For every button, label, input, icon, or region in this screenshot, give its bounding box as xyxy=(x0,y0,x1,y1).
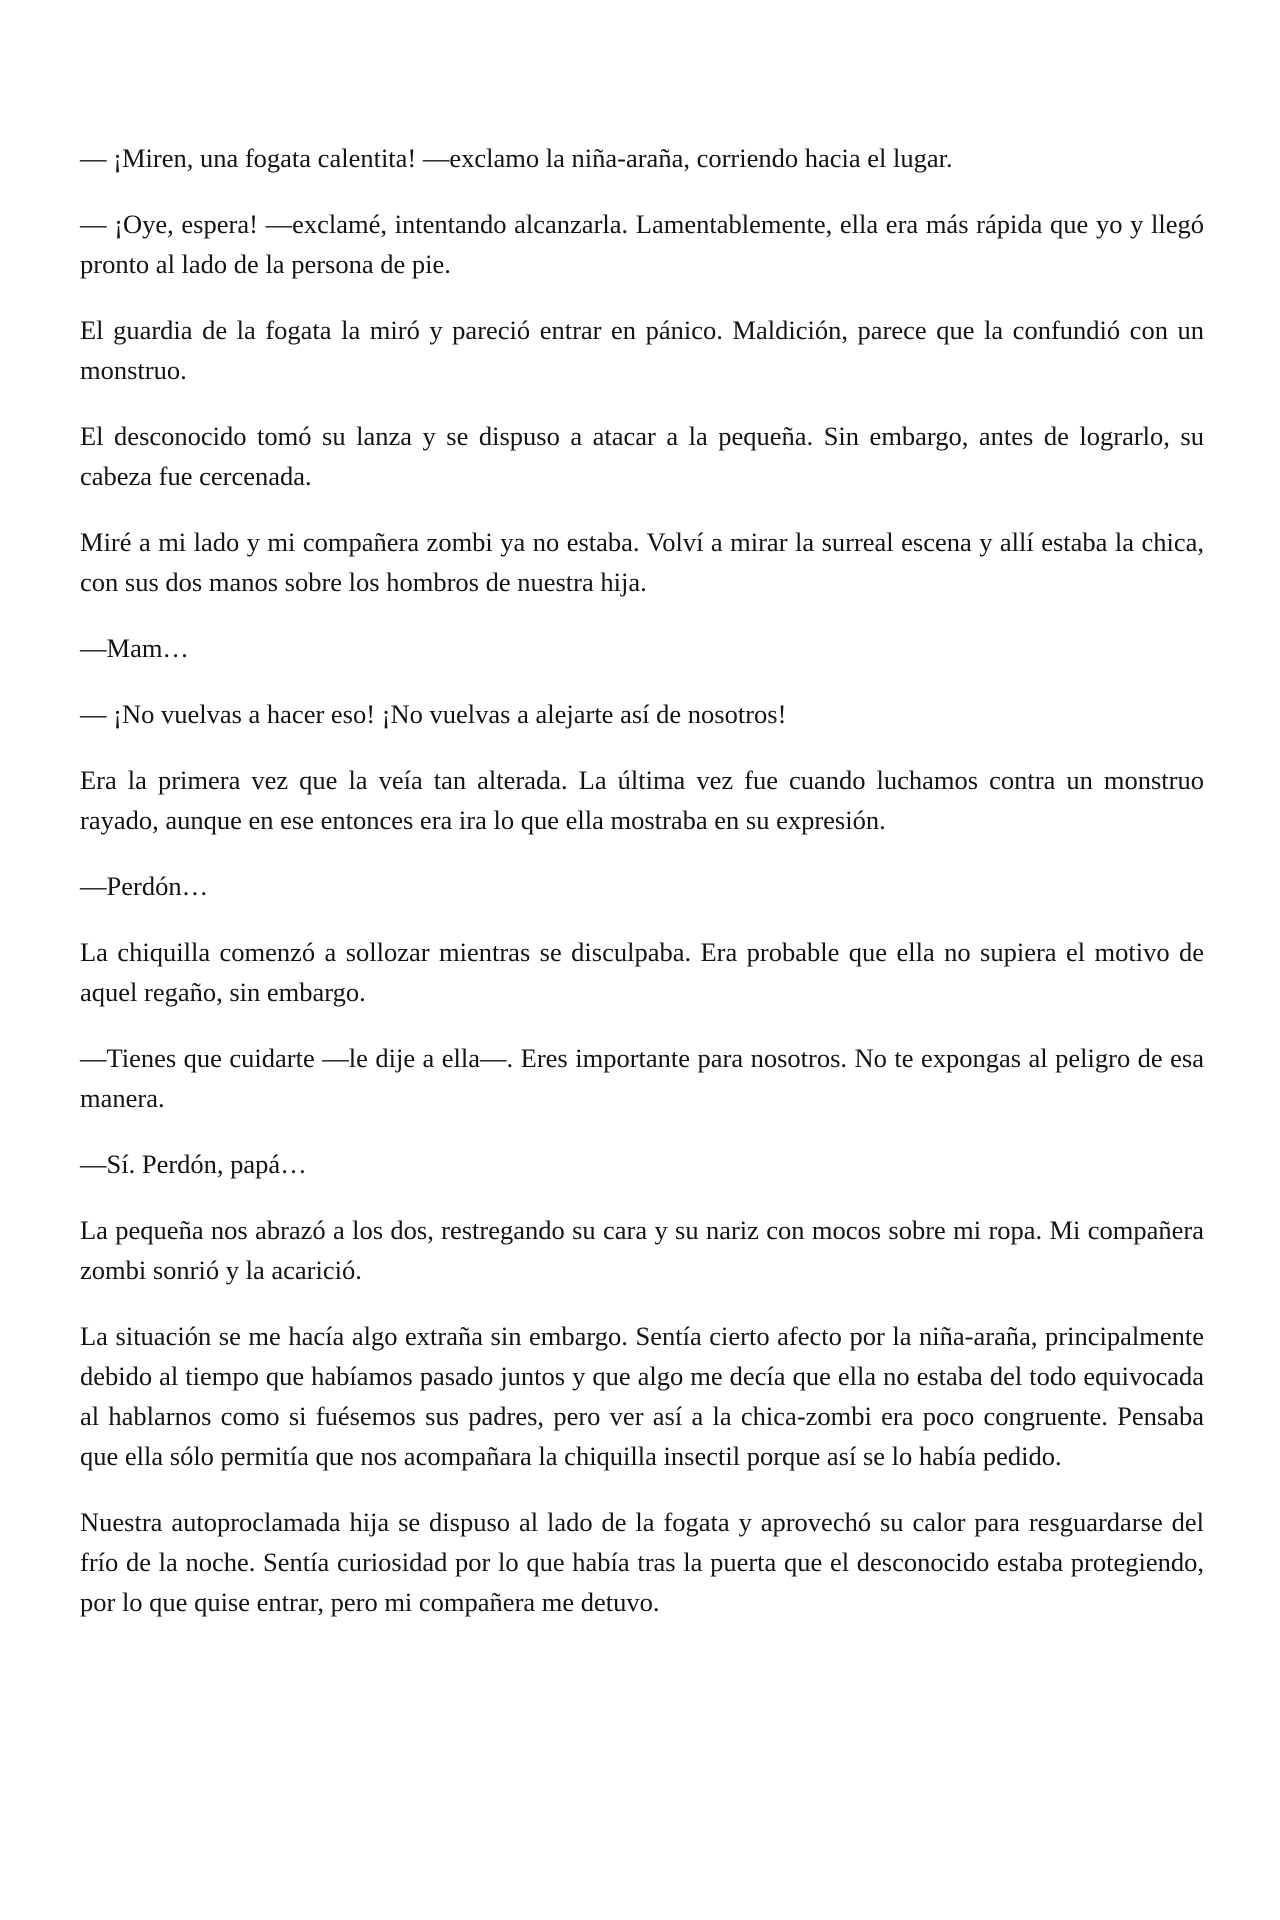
paragraph: Nuestra autoproclamada hija se dispuso al lado de la fogata y aprovechó su calor para resguardarse del frío de la noche. Sentía curiosidad por lo que había tras la puerta que el desconocido estaba protegiendo, por lo que quise entrar, pero mi compañera me detuvo. xyxy=(80,1507,1204,1617)
paragraph: La situación se me hacía algo extraña sin embargo. Sentía cierto afecto por la niña-araña, principalmente debido al tiempo que habíamos pasado juntos y que algo me decía que ella no estaba del todo equivocada al hablarnos como si fuésemos sus padres, pero ver así a la chica-zombi era poco congruente. Pensaba que ella sólo permitía que nos acompañara la chiquilla insectil porque así se lo había pedido. xyxy=(80,1321,1204,1471)
paragraph: — ¡No vuelvas a hacer eso! ¡No vuelvas a alejarte así de nosotros! xyxy=(80,699,787,729)
paragraph: La chiquilla comenzó a sollozar mientras se disculpaba. Era probable que ella no supiera el motivo de aquel regaño, sin embargo. xyxy=(80,937,1204,1007)
paragraph: — ¡Miren, una fogata calentita! —exclamo la niña-araña, corriendo hacia el lugar. xyxy=(80,143,953,173)
paragraph: Miré a mi lado y mi compañera zombi ya no estaba. Volví a mirar la surreal escena y allí estaba la chica, con sus dos manos sobre los hombros de nuestra hija. xyxy=(80,527,1204,597)
paragraph: —Tienes que cuidarte —le dije a ella—. Eres importante para nosotros. No te expongas al peligro de esa manera. xyxy=(80,1043,1204,1113)
paragraph: —Perdón… xyxy=(80,871,209,901)
document-page xyxy=(80,138,1204,1648)
paragraph: El desconocido tomó su lanza y se dispuso a atacar a la pequeña. Sin embargo, antes de lograrlo, su cabeza fue cercenada. xyxy=(80,421,1204,491)
paragraph: —Sí. Perdón, papá… xyxy=(80,1149,307,1179)
paragraph: —Mam… xyxy=(80,633,189,663)
paragraph: — ¡Oye, espera! —exclamé, intentando alcanzarla. Lamentablemente, ella era más rápida que yo y llegó pronto al lado de la persona de pie. xyxy=(80,209,1204,279)
paragraph: El guardia de la fogata la miró y pareció entrar en pánico. Maldición, parece que la confundió con un monstruo. xyxy=(80,315,1204,385)
paragraph: Era la primera vez que la veía tan alterada. La última vez fue cuando luchamos contra un monstruo rayado, aunque en ese entonces era ira lo que ella mostraba en su expresión. xyxy=(80,765,1204,835)
paragraph: La pequeña nos abrazó a los dos, restregando su cara y su nariz con mocos sobre mi ropa. Mi compañera zombi sonrió y la acarició. xyxy=(80,1215,1204,1285)
